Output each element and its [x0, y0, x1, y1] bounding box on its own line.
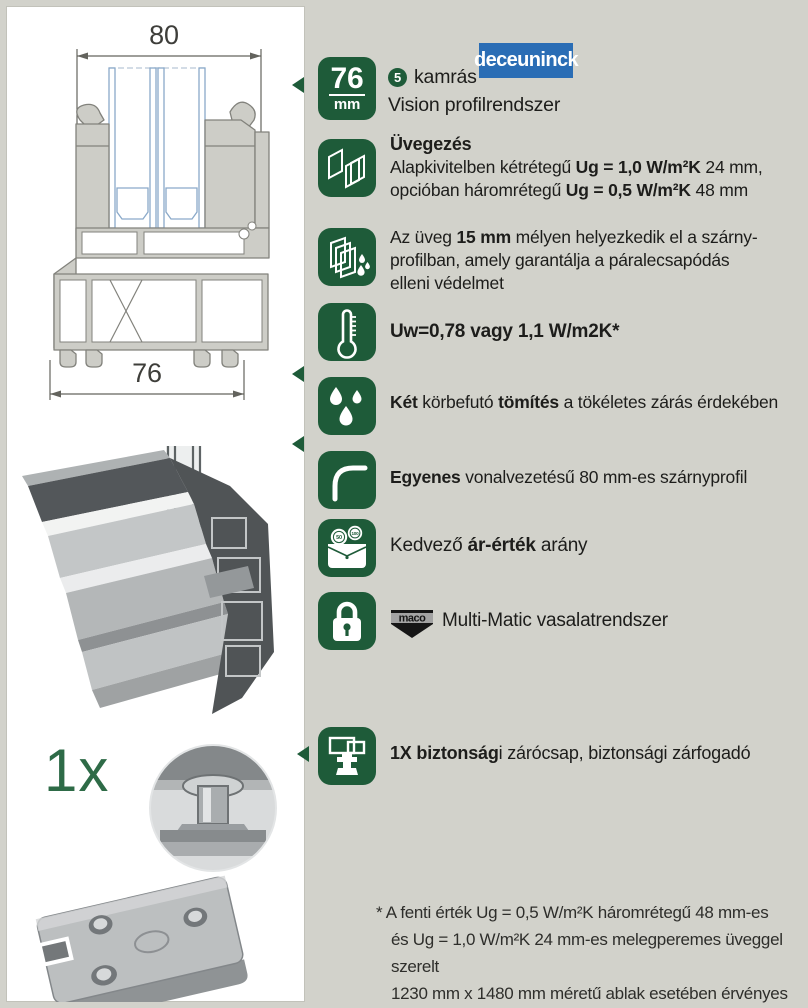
- svg-text:100: 100: [351, 531, 359, 536]
- glazing-panes-icon: [318, 139, 376, 197]
- pointer-arrow-drawing-top: [292, 77, 304, 93]
- security-hardware-photo: [10, 726, 300, 1002]
- footnote-line: 1230 mm x 1480 mm méretű ablak esetében érvényes: [391, 984, 788, 1003]
- feature-security-pin: 1X biztonsági zárócsap, biztonsági zárfogadó: [390, 743, 751, 763]
- feature-straight-profile: Egyenes vonalvezetésű 80 mm-es szárnyprofil: [390, 467, 748, 487]
- thermometer-icon: [318, 303, 376, 361]
- feature-text: Alapkivitelben kétrétegű Ug = 1,0 W/m²K 24 mm, opcióban háromrétegű Ug = 0,5 W/m²K 48 mm: [390, 157, 763, 200]
- droplets-icon: [318, 377, 376, 435]
- dimension-top-label: 80: [149, 20, 179, 50]
- svg-text:50: 50: [336, 535, 342, 541]
- footnote: [376, 899, 808, 1007]
- deceuninck-logo: deceuninck: [479, 43, 573, 78]
- feature-title: Üvegezés: [390, 134, 472, 154]
- system-name: Vision profilrendszer: [388, 94, 561, 116]
- feature-price-value: Kedvező ár-érték arány: [390, 535, 588, 556]
- profile-width-badge: [318, 57, 376, 120]
- maco-logo: [390, 602, 434, 640]
- glazing-unit: [109, 68, 205, 228]
- profile-width-unit: mm: [333, 96, 361, 113]
- profile-corner-photo: [16, 446, 292, 728]
- footnote-line: * A fenti érték Ug = 0,5 W/m²K háromrétegű 48 mm-es: [376, 903, 769, 922]
- pointer-arrow-drawing-bottom: [292, 366, 304, 382]
- hardware-count-label: 1x: [44, 737, 110, 804]
- pointer-arrow-hardware: [297, 746, 309, 762]
- chamber-count-badge: 5: [388, 68, 407, 87]
- feature-glass-depth: Az üveg 15 mm mélyen helyezkedik el a szárny- profilban, amely garantálja a páralecsapódás elleni védelmet: [390, 227, 758, 293]
- dimension-bottom-label: 76: [132, 358, 162, 388]
- strike-plate: [28, 876, 249, 1002]
- feature-glazing: [390, 132, 763, 202]
- svg-text:maco: maco: [398, 612, 426, 625]
- profile-width-value: 76: [330, 62, 364, 95]
- padlock-icon: [318, 592, 376, 650]
- glass-depth-drops-icon: [318, 228, 376, 286]
- profile-cross-section-drawing: [14, 16, 296, 418]
- footnote-line: és Ug = 1,0 W/m²K 24 mm-es melegperemes üveggel szerelt: [391, 930, 783, 976]
- feature-uw: Uw=0,78 vagy 1,1 W/m2K*: [390, 321, 620, 342]
- chamber-label: kamrás: [414, 66, 477, 88]
- feature-gaskets: Két körbefutó tömítés a tökéletes zárás érdekében: [390, 392, 779, 412]
- security-pin-icon: [318, 727, 376, 785]
- curve-profile-icon: [318, 451, 376, 509]
- feature-hardware-system: Multi-Matic vasalatrendszer: [442, 610, 668, 631]
- wallet-coins-icon: [318, 519, 376, 577]
- pointer-arrow-photo: [292, 436, 304, 452]
